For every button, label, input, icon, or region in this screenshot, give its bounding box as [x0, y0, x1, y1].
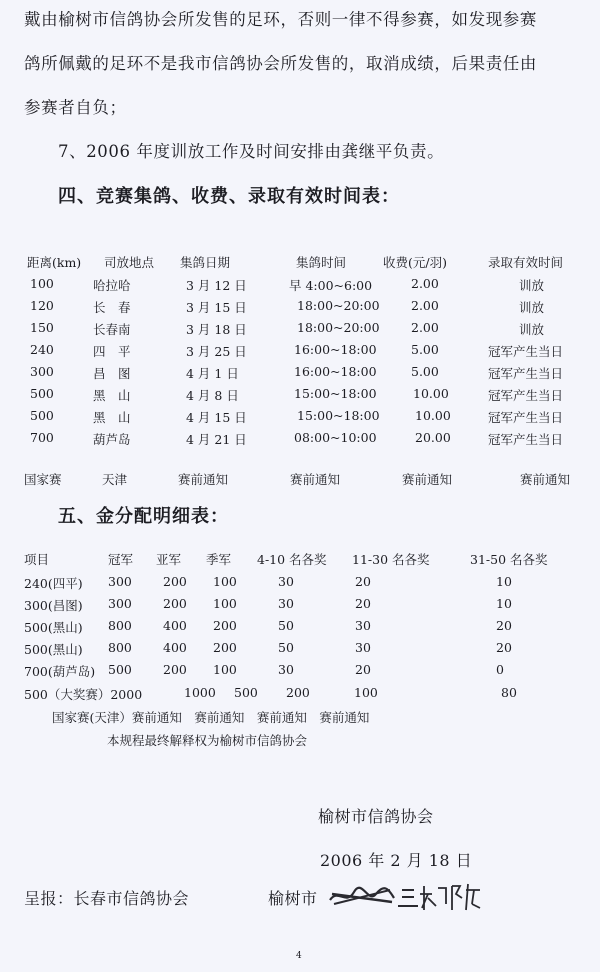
table-cell: 30	[278, 662, 294, 677]
table-cell: 100	[30, 276, 54, 291]
table-cell: 哈拉哈	[93, 278, 131, 293]
table-cell: 30	[355, 640, 371, 655]
table-cell: 240	[30, 342, 54, 357]
table-cell: 10.00	[413, 386, 449, 401]
table-cell: 4 月 21 日	[186, 432, 247, 447]
table-header: 冠军	[108, 552, 134, 567]
table-header: 季军	[206, 552, 232, 567]
table-cell: 3 月 18 日	[186, 322, 247, 337]
table-cell: 冠军产生当日	[488, 388, 564, 403]
table-cell: 500	[108, 662, 132, 677]
table-cell: 200	[163, 574, 187, 589]
section-5-heading: 五、金分配明细表：	[58, 506, 229, 527]
table-cell: 10	[496, 574, 512, 589]
table-cell: 16:00~18:00	[294, 342, 377, 357]
table-cell: 200	[163, 596, 187, 611]
paragraph-line-3: 参赛者自负；	[24, 98, 127, 117]
table-cell: 800	[108, 640, 132, 655]
national-race-line: 国家赛(天津）赛前通知 赛前通知 赛前通知 赛前通知	[52, 710, 370, 725]
table-cell: 500	[30, 408, 54, 423]
table-cell: 300	[30, 364, 54, 379]
table-header: 亚军	[156, 552, 182, 567]
table-cell: 4 月 8 日	[186, 388, 239, 403]
table-header: 司放地点	[104, 255, 155, 270]
table-cell: 长春南	[93, 322, 131, 337]
table-cell: 30	[278, 596, 294, 611]
table-cell: 2.00	[411, 276, 439, 291]
table-cell: 100	[354, 685, 378, 700]
table-cell: 3 月 12 日	[186, 278, 247, 293]
table-cell: 10.00	[415, 408, 451, 423]
table-cell: 0	[496, 662, 504, 677]
table-cell: 黑 山	[93, 410, 131, 425]
table-cell: 5.00	[411, 342, 439, 357]
table-cell: 15:00~18:00	[294, 386, 377, 401]
table-cell: 10	[496, 596, 512, 611]
table-cell: 300(昌图)	[24, 598, 83, 613]
table-cell: 700	[30, 430, 54, 445]
table-cell: 2.00	[411, 298, 439, 313]
table-cell: 100	[213, 662, 237, 677]
table-cell: 200	[213, 640, 237, 655]
table-cell: 四 平	[93, 344, 131, 359]
table-cell: 冠军产生当日	[488, 366, 564, 381]
table-cell: 700(葫芦岛)	[24, 664, 96, 679]
table-cell: 800	[108, 618, 132, 633]
table-cell: 冠军产生当日	[488, 410, 564, 425]
national-race-cell: 天津	[102, 472, 128, 487]
table-cell: 昌 图	[93, 366, 131, 381]
page-number: 4	[296, 951, 302, 961]
table-cell: 训放	[519, 322, 545, 337]
table-cell: 冠军产生当日	[488, 344, 564, 359]
table-cell: 80	[501, 685, 517, 700]
table-cell: 08:00~10:00	[294, 430, 377, 445]
table-cell: 冠军产生当日	[488, 432, 564, 447]
table-cell: 50	[278, 640, 294, 655]
national-race-cell: 国家赛	[24, 472, 62, 487]
table-cell: 训放	[519, 278, 545, 293]
table-cell: 20	[355, 596, 371, 611]
table-cell: 120	[30, 298, 54, 313]
issue-date: 2006 年 2 月 18 日	[320, 851, 473, 870]
handwritten-correction-icon	[328, 880, 488, 914]
table-cell: 18:00~20:00	[297, 298, 380, 313]
national-race-cell: 赛前通知	[290, 472, 341, 487]
table-cell: 30	[278, 574, 294, 589]
table-cell: 4 月 1 日	[186, 366, 239, 381]
report-to-label: 呈报：长春市信鸽协会	[24, 889, 190, 908]
table-cell: 3 月 25 日	[186, 344, 247, 359]
table-cell: 500(黑山)	[24, 642, 83, 657]
table-header: 录取有效时间	[488, 255, 564, 270]
paragraph-line-2: 鸽所佩戴的足环不是我市信鸽协会所发售的，取消成绩，后果责任由	[24, 54, 537, 73]
table-cell: 黑 山	[93, 388, 131, 403]
table-cell: 500	[30, 386, 54, 401]
table-header: 收费(元/羽)	[383, 255, 447, 270]
table-cell: 400	[163, 618, 187, 633]
cc-label: 榆树市	[268, 889, 318, 908]
table-cell: 2.00	[411, 320, 439, 335]
table-cell: 18:00~20:00	[297, 320, 380, 335]
table-cell: 20	[496, 640, 512, 655]
table-cell: 200	[286, 685, 310, 700]
table-cell: 500(黑山)	[24, 620, 83, 635]
table-header: 集鸽时间	[296, 255, 347, 270]
table-cell: 早 4:00~6:00	[289, 278, 373, 293]
table-cell: 200	[163, 662, 187, 677]
table-cell: 300	[108, 574, 132, 589]
table-cell: 20	[496, 618, 512, 633]
table-cell: 20	[355, 662, 371, 677]
table-cell: 50	[278, 618, 294, 633]
table-cell: 200	[213, 618, 237, 633]
table-cell: 5.00	[411, 364, 439, 379]
table-cell: 100	[213, 596, 237, 611]
interpretation-note: 本规程最终解释权为榆树市信鸽协会	[107, 733, 308, 748]
table-cell: 500	[234, 685, 258, 700]
table-cell: 训放	[519, 300, 545, 315]
table-cell: 3 月 15 日	[186, 300, 247, 315]
item-7: 7、2006 年度训放工作及时间安排由龚继平负责。	[58, 142, 445, 161]
section-4-heading: 四、竞赛集鸽、收费、录取有效时间表：	[58, 186, 400, 207]
paragraph-line-1: 戴由榆树市信鸽协会所发售的足环，否则一律不得参赛，如发现参赛	[24, 10, 537, 29]
table-header: 4-10 名各奖	[257, 552, 327, 567]
national-race-cell: 赛前通知	[402, 472, 453, 487]
issuing-organization: 榆树市信鸽协会	[318, 807, 434, 826]
table-header: 31-50 名各奖	[470, 552, 548, 567]
table-header: 集鸽日期	[180, 255, 231, 270]
national-race-cell: 赛前通知	[520, 472, 571, 487]
table-cell: 20	[355, 574, 371, 589]
table-cell: 150	[30, 320, 54, 335]
table-cell: 500（大奖赛）2000	[24, 687, 143, 702]
table-cell: 240(四平)	[24, 576, 83, 591]
table-header: 11-30 名各奖	[352, 552, 430, 567]
table-header: 距离(km)	[27, 255, 82, 270]
table-cell: 300	[108, 596, 132, 611]
table-cell: 16:00~18:00	[294, 364, 377, 379]
table-header: 项目	[24, 552, 50, 567]
table-cell: 100	[213, 574, 237, 589]
national-race-cell: 赛前通知	[178, 472, 229, 487]
table-cell: 葫芦岛	[93, 432, 131, 447]
table-cell: 4 月 15 日	[186, 410, 247, 425]
table-cell: 30	[355, 618, 371, 633]
table-cell: 1000	[184, 685, 216, 700]
table-cell: 长 春	[93, 300, 131, 315]
table-cell: 400	[163, 640, 187, 655]
table-cell: 15:00~18:00	[297, 408, 380, 423]
table-cell: 20.00	[415, 430, 451, 445]
